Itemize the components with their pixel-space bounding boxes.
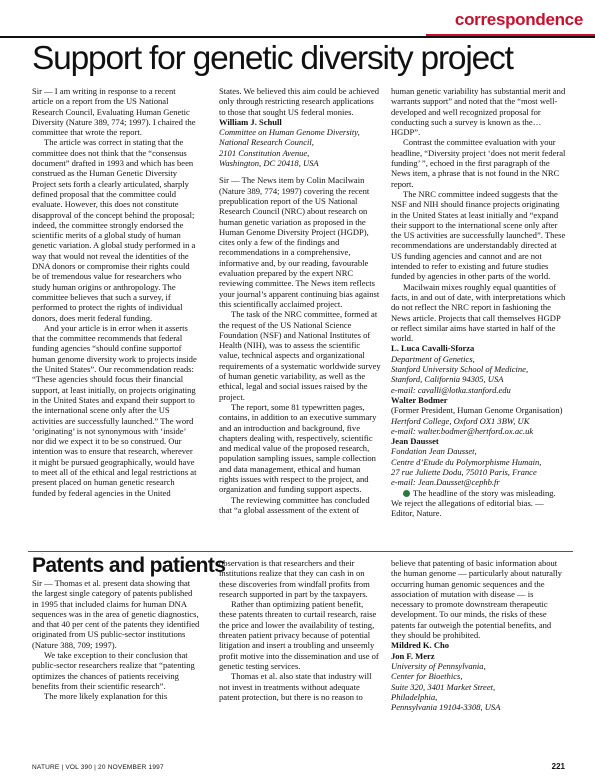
- author-name: Jon F. Merz: [391, 650, 435, 661]
- paragraph: Macilwain mixes roughly equal quantities of facts, in and out of date, with interpretations which do not reflect the NRC report in fashioning the News article. Projects that call themselves HGDP or reflect similar aims have started in half of the world.: [391, 281, 566, 344]
- author-name: L. Luca Cavalli-Sforza: [391, 343, 475, 354]
- section-header: [426, 10, 595, 37]
- paragraph: The article was correct in stating that the committee does not think that the “consensus document” drafted in 1993 and which has been construed as the Human Genetic Diversity Project sets forth a clearly articulated, sharply defined proposal that the committee could evaluate. However, this does not constitute disapproval of the concept behind the proposal; indeed, the committee strongly endorsed the scientific merits of a global study of human genetic variation. A global study performed in a way that would not reveal the identities of the DNA donors or compromise their rights could be of tremendous value for researchers who study human origins or anthropology. The committee believes that such a survey, if performed to protect the rights of individual donors, does merit federal funding.: [32, 137, 196, 323]
- paragraph: And your article is in error when it asserts that the committee recommends that federal funding agencies “should confine supportof human genome diversity work to projects inside the United States”. Our recommendation reads: “These agencies should focus their financial support, at least initially, on projects originating in the United States and expand their support to the international scene only after the US activities are successfully launched.” The word ‘originating’ is not synonymous with ‘inside’ nor did we expect it to be so construed. Our intention was to ensure that research, wherever it might be pursued geographically, would have to meet all of the ethical and legal restrictions at present placed on human genetic research funded by federal agencies in the United: [32, 322, 197, 498]
- section-label: correspondence: [454, 10, 583, 29]
- paragraph: believe that patenting of basic information about the human genome — particularly about naturally occurring human genomic sequences and the association of mutation with disease — is necessary to promote downstream therapeutic development. To our minds, the risks of these patents far outweigh the potential benefits, and they should be prohibited.: [391, 558, 562, 641]
- signature-block: [391, 640, 566, 712]
- affiliation-line: Committee on Human Genome Diversity,: [219, 127, 360, 138]
- paragraph: The report, some 81 typewritten pages, contains, in addition to an executive summary and an introduction and background, five chapters dealing with, respectively, scientific and medical value of the proposed research, population sampling issues, sample collection and data management, ethical and human rights issues with respect to the project, and organization and funding support aspects.: [219, 401, 377, 495]
- section-divider: [28, 551, 573, 552]
- email-line: e-mail: walter.bodmer@hertford.ox.ac.uk: [391, 425, 534, 436]
- bullet-icon: [403, 490, 410, 497]
- affiliation-line: National Research Council,: [219, 137, 314, 148]
- affiliation-line: Department of Genetics,: [391, 353, 475, 364]
- affiliation-line: (Former President, Human Genome Organisation): [391, 405, 563, 416]
- author-name: Mildred K. Cho: [391, 640, 450, 651]
- paragraph: The task of the NRC committee, formed at the request of the US National Science Foundation (NSF) and National Institutes of Health (NIH), was to assess the scientific value, technical aspects and organizational requirements of a systematic worldwide survey of human genetic variability, as well as the ethical, legal and social issues raised by the project.: [219, 309, 381, 402]
- letter2-column-3: [391, 558, 566, 712]
- paragraph: Sir — I am writing in response to a recent article on a report from the US National Research Council, Evaluating Human Genetic Diversity (Nature 389, 774; 1997). I chaired the committee that wrote the report.: [32, 86, 196, 138]
- letter2-column-1: [32, 578, 200, 702]
- letter2-column-2: [219, 558, 381, 702]
- paragraph: Sir — The News item by Colin Macilwain (Nature 389, 774; 1997) covering the recent prepublication report of the US National Research Council (NRC) about research on human genetic variation as proposed in the Human Genome Diversity Project (HGDP), cites only a few of the findings and recommendations in a comprehensive, informative and, by our reading, favourable evaluation prepared by the expert NRC reviewing committee. The News item reflects your journal’s apparent continuing bias against this scientifically acclaimed project.: [219, 175, 380, 309]
- paragraph: The reviewing committee has concluded that “a global assessment of the extent of: [219, 494, 370, 515]
- affiliation-line: Fondation Jean Dausset,: [391, 446, 477, 457]
- letter1-column-2: [219, 86, 381, 515]
- affiliation-line: University of Pennsylvania,: [391, 660, 486, 671]
- paragraph: human genetic variability has substantial merit and warrants support” and noted that the “most well-developed and well recognized proposal for conducting such a survey is known as the… HGDP”.: [391, 86, 566, 138]
- signature-block: [391, 343, 566, 394]
- signature-block: [391, 395, 566, 436]
- paragraph: We take exception to their conclusion that public-sector researchers realize that “patenting optimizes the chances of patients receiving benefits from their scientific research”.: [32, 650, 195, 691]
- page-number: 221: [551, 762, 565, 771]
- paragraph: Rather than optimizing patient benefit, these patents threaten to curtail research, raise the price and lower the availability of testing, threaten patient privacy because of potential litigation and insert a troubling and unseemly profit motive into the dissemination and use of genetic testing services.: [219, 599, 379, 671]
- email-line: e-mail: Jean.Dausset@cephb.fr: [391, 477, 500, 488]
- editor-note: The headline of the story was misleading. We reject the allegations of editorial bias. — Editor, Nature.: [391, 487, 556, 519]
- author-name: Jean Dausset: [391, 436, 439, 447]
- letter1-column-3: [391, 86, 566, 518]
- paragraph: States. We believed this aim could be achieved only through restricting research applications to those that sought US federal monies.: [219, 86, 380, 117]
- letter-title: Support for genetic diversity project: [32, 40, 513, 77]
- journal-footer: NATURE | VOL 390 | 20 NOVEMBER 1997: [32, 764, 164, 771]
- letter1-column-1: [32, 86, 199, 498]
- author-name: William J. Schull: [219, 116, 282, 127]
- paragraph: Contrast the committee evaluation with your headline, “Diversity project ‘does not merit federal funding’ ”, echoed in the first paragraph of the News item, a phrase that is not found in the NRC report.: [391, 137, 566, 189]
- paragraph: The more likely explanation for this: [44, 691, 168, 702]
- email-line: e-mail: cavalli@lotka.stanford.edu: [391, 384, 511, 395]
- top-rule: [0, 36, 595, 38]
- affiliation-line: Pennsylvania 19104-3308, USA: [391, 702, 501, 713]
- affiliation-line: 2101 Constitution Avenue,: [219, 147, 310, 158]
- paragraph: Sir — Thomas et al. present data showing that the largest single category of patents published in 1995 that included claims for human DNA sequences was in the area of genetic diagnostics, and that 40 per cent of the patents they identified originated from US public-sector institutions (Nature 388, 709; 1997).: [32, 578, 200, 650]
- letter-title: Patents and patients: [32, 554, 226, 577]
- paragraph: Thomas et al. also state that industry will not invest in treatments without adequate patent protection, but there is no reason to: [219, 671, 372, 702]
- affiliation-line: Center for Bioethics,: [391, 671, 463, 682]
- paragraph: observation is that researchers and their institutions realize that they can cash in on these discoveries from windfall profits from research supported in part by the taxpayers.: [219, 558, 370, 599]
- signature-block: [391, 436, 566, 487]
- affiliation-line: Washington, DC 20418, USA: [219, 158, 319, 169]
- affiliation-line: Philadelphia,: [391, 691, 438, 702]
- affiliation-line: 27 rue Juliette Dodu, 75010 Paris, France: [391, 466, 537, 477]
- affiliation-line: Suite 320, 3401 Market Street,: [391, 681, 496, 692]
- author-name: Walter Bodmer: [391, 394, 448, 405]
- affiliation-line: Stanford, California 94305, USA: [391, 374, 504, 385]
- affiliation-line: Hertford College, Oxford OX1 3BW, UK: [391, 415, 530, 426]
- paragraph: The NRC committee indeed suggests that the NSF and NIH should finance projects originating in the United States at least initially and “expand their support to the international scene only after the US activities are successfully launched”. These recommendations are understandably directed at US funding agencies and cannot and are not intended to refer to existing and future studies funded by agencies in other parts of the world.: [391, 188, 566, 282]
- signature-block: [219, 117, 381, 168]
- affiliation-line: Centre d’Etude du Polymorphisme Humain,: [391, 456, 542, 467]
- affiliation-line: Stanford University School of Medicine,: [391, 364, 529, 375]
